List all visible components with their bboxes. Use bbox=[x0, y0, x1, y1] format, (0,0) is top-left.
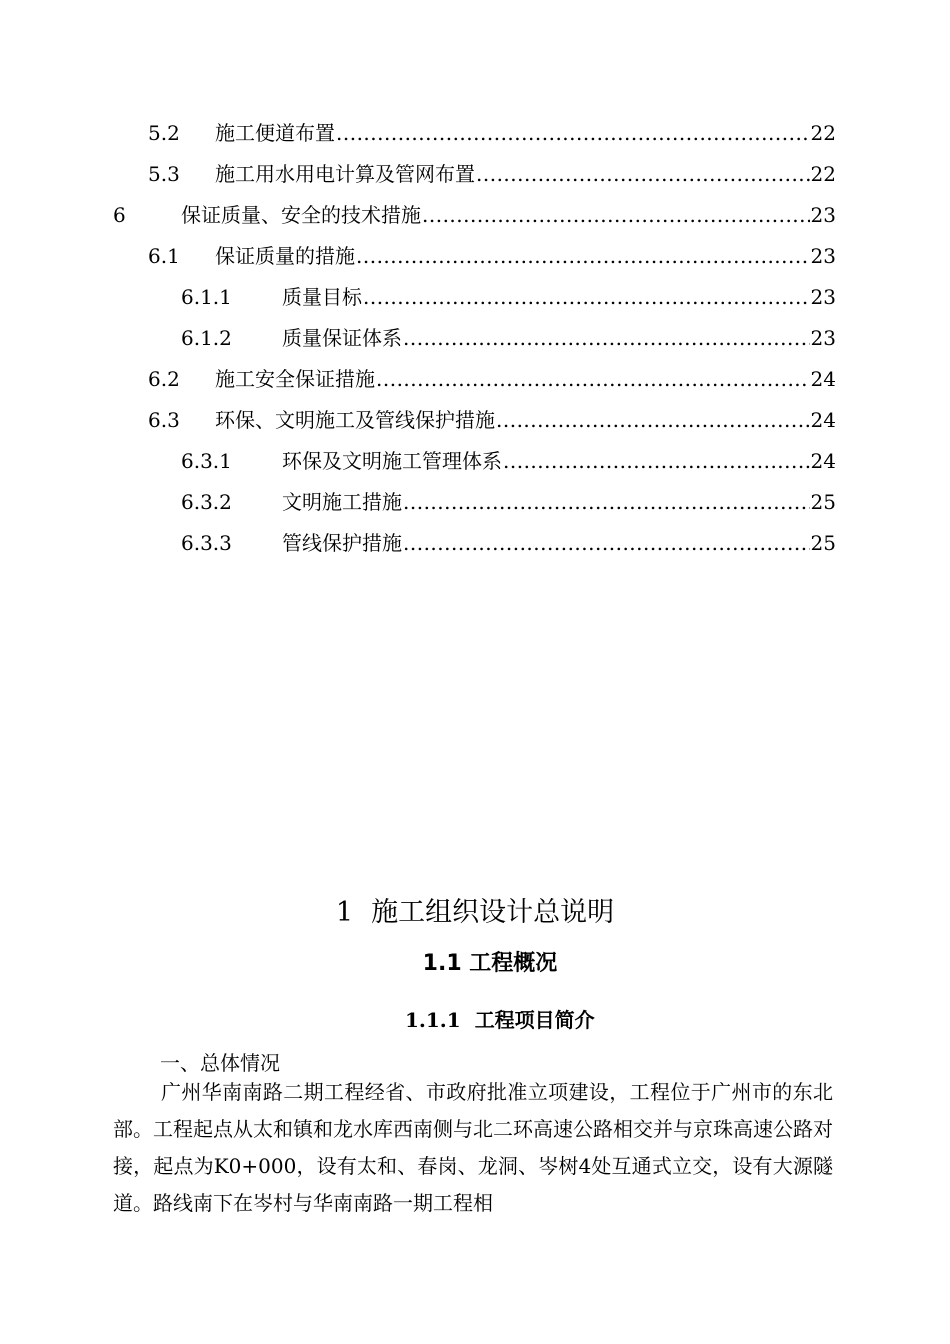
toc-page-number: 22 bbox=[810, 121, 836, 145]
toc-page-number: 23 bbox=[810, 326, 836, 350]
toc-leader bbox=[363, 277, 810, 318]
toc-page-number: 24 bbox=[810, 408, 836, 432]
toc-entry[interactable] bbox=[0, 236, 950, 277]
toc-entry[interactable] bbox=[0, 482, 950, 523]
toc-entry-title: 施工用水用电计算及管网布置 bbox=[215, 162, 475, 186]
toc-entry[interactable] bbox=[0, 113, 950, 154]
toc-entry-title: 环保、文明施工及管线保护措施 bbox=[215, 408, 495, 432]
toc-entry-title: 管线保护措施 bbox=[282, 531, 402, 555]
toc-entry-title: 保证质量的措施 bbox=[215, 244, 355, 268]
toc-entry[interactable] bbox=[0, 359, 950, 400]
toc-page-number: 23 bbox=[810, 244, 836, 268]
toc-entry-number: 6.1 bbox=[148, 244, 180, 268]
toc-page-number: 24 bbox=[810, 449, 836, 473]
toc-entry-number: 6.1.2 bbox=[181, 326, 232, 350]
toc-entry-title: 质量保证体系 bbox=[282, 326, 402, 350]
toc-entry[interactable] bbox=[0, 277, 950, 318]
toc-leader bbox=[476, 154, 810, 195]
chapter-heading bbox=[0, 893, 950, 933]
toc-entry-title: 环保及文明施工管理体系 bbox=[282, 449, 502, 473]
toc-entry-title: 文明施工措施 bbox=[282, 490, 402, 514]
toc-leader bbox=[376, 359, 810, 400]
toc-entry[interactable] bbox=[0, 318, 950, 359]
toc-leader bbox=[422, 195, 810, 236]
toc-entry[interactable] bbox=[0, 523, 950, 564]
toc-entry-number: 6.1.1 bbox=[181, 285, 232, 309]
toc-entry-number: 6 bbox=[113, 203, 126, 227]
toc-page-number: 25 bbox=[810, 490, 836, 514]
toc-entry-number: 5.3 bbox=[148, 162, 180, 186]
subsection-heading-number: 1.1.1 bbox=[405, 1008, 461, 1032]
toc-leader bbox=[356, 236, 810, 277]
toc-leader bbox=[336, 113, 810, 154]
subsection-heading-text: 工程项目简介 bbox=[474, 1008, 595, 1032]
section-heading: 1.1 工程概况 bbox=[422, 951, 558, 976]
toc-leader bbox=[403, 482, 810, 523]
toc-entry-number: 6.3 bbox=[148, 408, 180, 432]
toc-entry[interactable] bbox=[0, 441, 950, 482]
toc-leader bbox=[496, 400, 810, 441]
toc-entry-title: 保证质量、安全的技术措施 bbox=[181, 203, 421, 227]
chapter-heading-number: 1 bbox=[335, 897, 354, 928]
toc-entry[interactable] bbox=[0, 154, 950, 195]
toc-entry[interactable] bbox=[0, 195, 950, 236]
toc-page-number: 23 bbox=[810, 285, 836, 309]
toc-leader bbox=[503, 441, 810, 482]
subsection-heading bbox=[405, 1002, 595, 1038]
toc-entry-title: 施工便道布置 bbox=[215, 121, 335, 145]
toc-entry-title: 质量目标 bbox=[282, 285, 362, 309]
toc-page-number: 25 bbox=[810, 531, 836, 555]
chapter-heading-text: 施工组织设计总说明 bbox=[371, 897, 615, 928]
toc-entry-number: 6.3.3 bbox=[181, 531, 232, 555]
toc-leader bbox=[403, 318, 810, 359]
toc-page-number: 23 bbox=[810, 203, 836, 227]
toc-leader bbox=[403, 523, 810, 564]
toc-entry-number: 5.2 bbox=[148, 121, 180, 145]
toc-entry-number: 6.2 bbox=[148, 367, 180, 391]
section-label: 一、总体情况 bbox=[160, 1051, 280, 1075]
toc-entry-number: 6.3.1 bbox=[181, 449, 232, 473]
table-of-contents bbox=[0, 113, 950, 564]
toc-entry-number: 6.3.2 bbox=[181, 490, 232, 514]
toc-page-number: 24 bbox=[810, 367, 836, 391]
toc-entry-title: 施工安全保证措施 bbox=[215, 367, 375, 391]
toc-page-number: 22 bbox=[810, 162, 836, 186]
toc-entry[interactable] bbox=[0, 400, 950, 441]
body-paragraph: 广州华南南路二期工程经省、市政府批准立项建设，工程位于广州市的东北部。工程起点从太和镇和龙水库西南侧与北二环高速公路相交并与京珠高速公路对接，起点为K0+000，设有太和、春岗、龙洞、岑树4处互通式立交，设有大源隧道。路线南下在岑村与华南南路一期工程相 bbox=[113, 1080, 833, 1215]
